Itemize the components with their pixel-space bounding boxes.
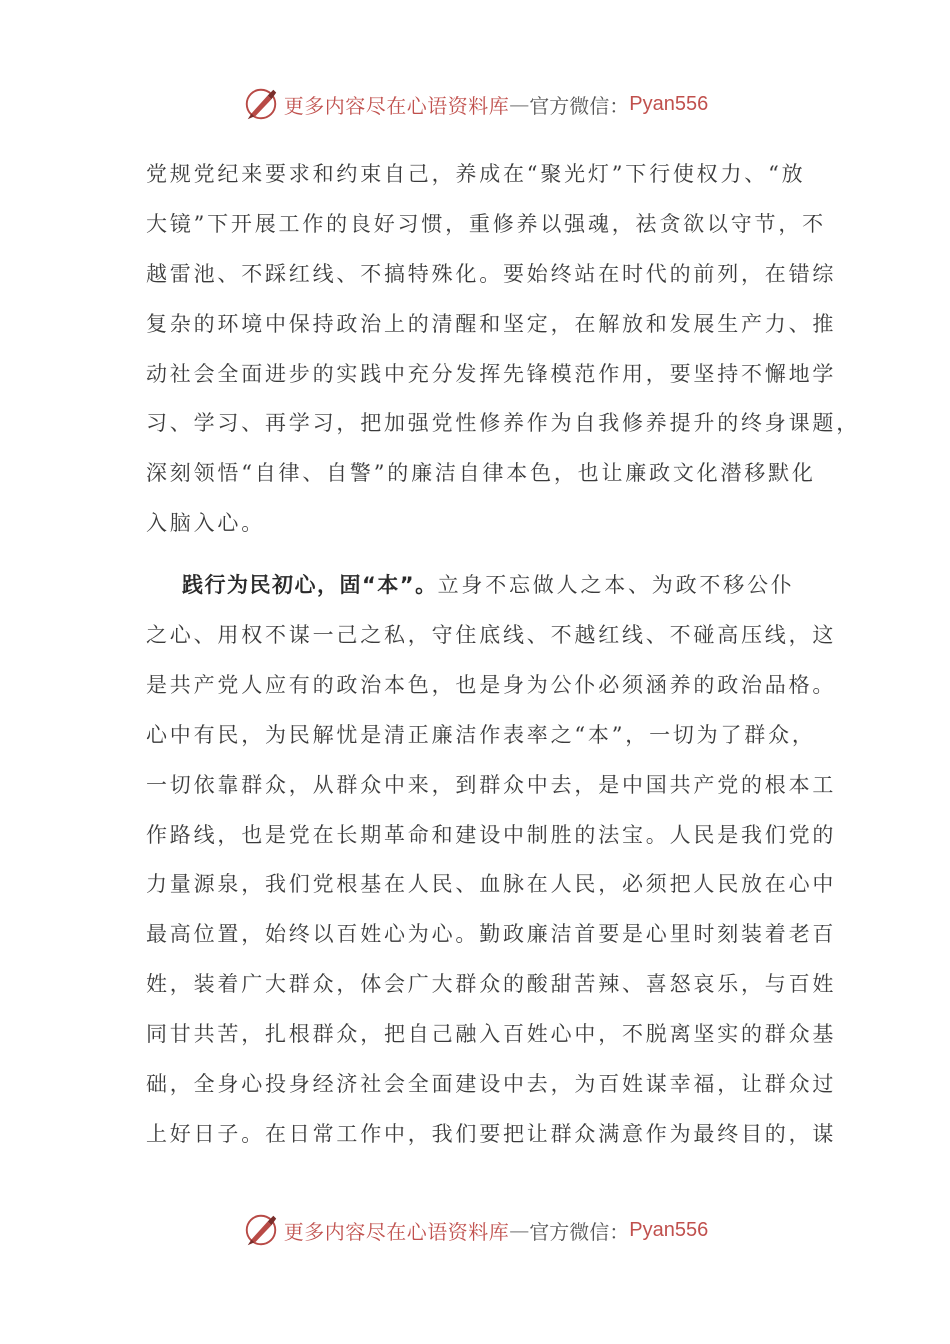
text-line: 动社会全面进步的实践中充分发挥先锋模范作用，要坚持不懈地学 bbox=[146, 361, 837, 386]
document-body bbox=[146, 150, 860, 1160]
text-line: 习、学习、再学习，把加强党性修养作为自我修养提升的终身课题， bbox=[146, 411, 860, 436]
footer-text: 更多内容尽在心语资料库 bbox=[283, 1219, 510, 1244]
text-line: 同甘共苦，扎根群众，把自己融入百姓心中，不脱离坚实的群众基 bbox=[146, 1022, 837, 1047]
pen-logo-icon bbox=[242, 1211, 280, 1249]
text-line: 心中有民，为民解忧是清正廉洁作表率之“本”，一切为了群众， bbox=[146, 722, 816, 747]
text-line: 础，全身心投身经济社会全面建设中去，为百姓谋幸福，让群众过 bbox=[146, 1072, 837, 1097]
text-line: 作路线，也是党在长期革命和建设中制胜的法宝。人民是我们党的 bbox=[146, 822, 837, 847]
header-dash: — bbox=[509, 92, 530, 116]
text-line: 之心、用权不谋一己之私，守住底线、不越红线、不碰高压线，这 bbox=[146, 623, 837, 648]
paragraph-2 bbox=[146, 561, 837, 1160]
text-line-first bbox=[146, 561, 806, 611]
footer-wechat-id: Pyan556 bbox=[629, 1218, 709, 1241]
paragraph-1 bbox=[146, 150, 860, 549]
pen-logo-icon bbox=[242, 85, 280, 123]
text-line: 姓，装着广大群众，体会广大群众的酸甜苦辣、喜怒哀乐，与百姓 bbox=[146, 972, 837, 997]
header-wechat-label: 官方微信： bbox=[529, 93, 630, 118]
text-line: 力量源泉，我们党根基在人民、血脉在人民，必须把人民放在心中 bbox=[146, 872, 837, 897]
text-line: 上好日子。在日常工作中，我们要把让群众满意作为最终目的，谋 bbox=[146, 1121, 837, 1146]
text-run: 立身不忘做人之本、为政不移公仆 bbox=[437, 573, 795, 598]
paragraph-spacer bbox=[146, 549, 806, 561]
footer-wechat-label: 官方微信： bbox=[529, 1219, 630, 1244]
text-line: 入脑入心。 bbox=[146, 511, 265, 536]
text-line: 复杂的环境中保持政治上的清醒和坚定，在解放和发展生产力、推 bbox=[146, 311, 837, 336]
section-heading: 践行为民初心，固“本”。 bbox=[182, 573, 438, 598]
header-text: 更多内容尽在心语资料库 bbox=[283, 93, 510, 118]
text-line: 深刻领悟“自律、自警”的廉洁自律本色，也让廉政文化潜移默化 bbox=[146, 461, 816, 486]
header-banner bbox=[0, 84, 950, 124]
text-line: 最高位置，始终以百姓心为心。勤政廉洁首要是心里时刻装着老百 bbox=[146, 922, 837, 947]
header-wechat-id: Pyan556 bbox=[629, 92, 709, 115]
text-line: 一切依靠群众，从群众中来，到群众中去，是中国共产党的根本工 bbox=[146, 772, 837, 797]
text-line: 越雷池、不踩红线、不搞特殊化。要始终站在时代的前列，在错综 bbox=[146, 261, 837, 286]
text-line: 党规党纪来要求和约束自己，养成在“聚光灯”下行使权力、“放 bbox=[146, 162, 806, 186]
footer-dash: — bbox=[509, 1218, 530, 1242]
text-line: 大镜”下开展工作的良好习惯，重修养以强魂，祛贪欲以守节，不 bbox=[146, 211, 826, 236]
text-line: 是共产党人应有的政治本色，也是身为公仆必须涵养的政治品格。 bbox=[146, 672, 837, 697]
footer-banner bbox=[0, 1210, 950, 1250]
